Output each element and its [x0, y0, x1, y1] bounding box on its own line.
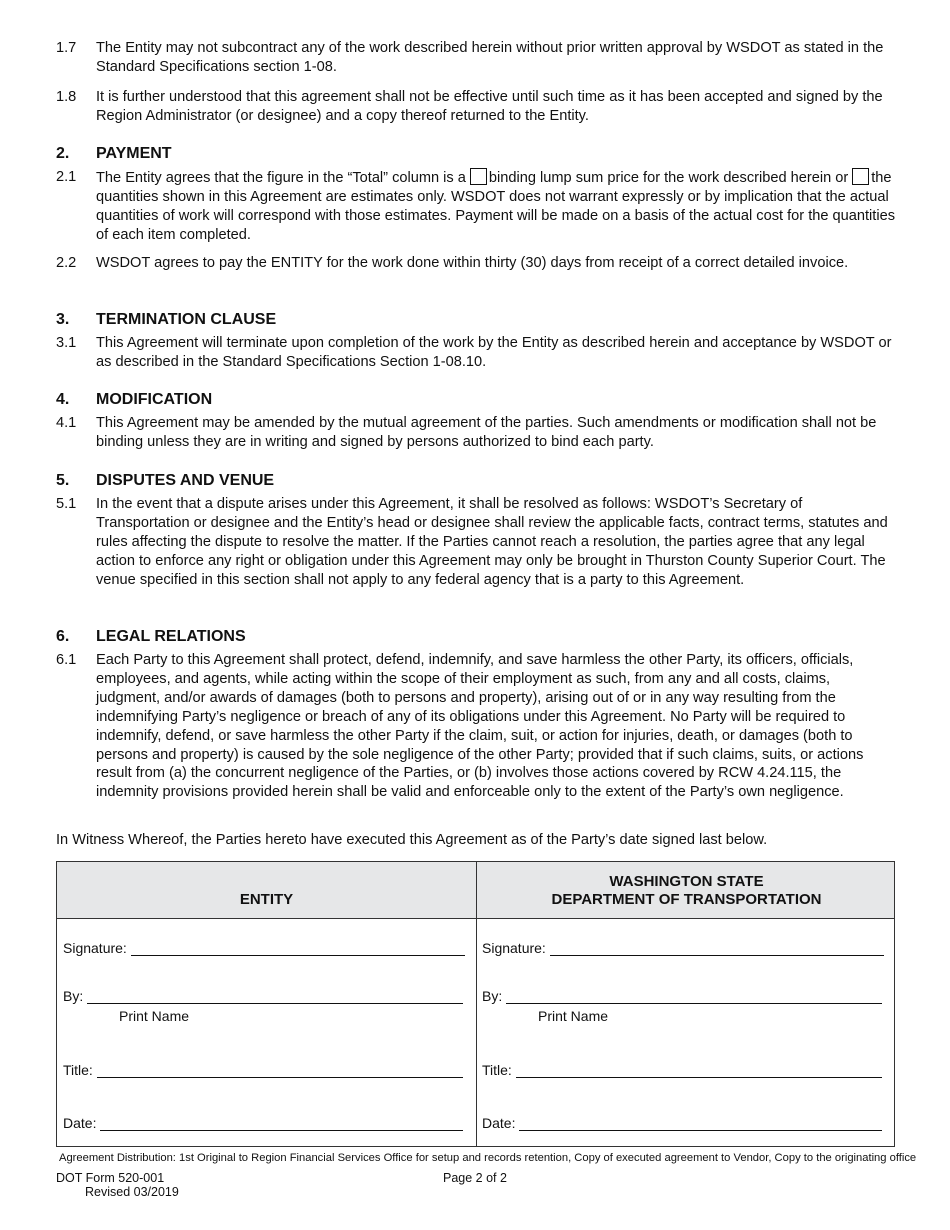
heading-number: 5. [56, 472, 70, 489]
section-number: 1.8 [56, 89, 77, 105]
section-number: 1.7 [56, 40, 77, 56]
section-6-1 [56, 651, 896, 802]
payment-text-c: the quantities shown in this Agreement are estimates only. WSDOT does not warrant expressly or by implication that the actual quantities of work will correspond with those estimates. Payment will be made on a basis of the actual cost for the quantities of each item completed. [96, 170, 896, 243]
section-text: In the event that a dispute arises under this Agreement, it shall be resolved as follows: WSDOT’s Secretary of Transportation or designee and the Entity’s head or designee shall review the applicable facts, contract terms, statutes and rules affecting the dispute to resolve the matter. If the Parties cannot reach a resolution, the parties agree that any legal action to enforce any right or obligation under this Agreement may only be brought in Thurston County Superior Court. The venue specified in this section shall not apply to any federal agency that is a party to this Agreement. [96, 496, 888, 588]
wsdot-print-name-label: Print Name [538, 1008, 609, 1024]
section-number: 4.1 [56, 415, 77, 431]
title-label: Title: [482, 1062, 512, 1078]
by-line [87, 991, 463, 1004]
wsdot-title-field[interactable] [482, 1062, 882, 1078]
signature-label: Signature: [63, 940, 127, 956]
wsdot-header-line1: WASHINGTON STATE [609, 873, 764, 890]
entity-print-name-label: Print Name [119, 1008, 190, 1024]
title-line [97, 1065, 463, 1078]
section-text: This Agreement may be amended by the mutual agreement of the parties. Such amendments or modification shall not be binding unless they are in writing and signed by persons authorized to bind each party. [96, 415, 877, 450]
section-text [96, 168, 896, 245]
section-1-8 [56, 88, 896, 126]
entity-column-header [57, 862, 476, 918]
heading-legal-relations [56, 627, 246, 647]
section-number: 2.2 [56, 255, 77, 271]
signature-line [131, 943, 465, 956]
entity-by-field[interactable] [63, 988, 463, 1004]
section-number: 2.1 [56, 169, 77, 185]
section-text: Each Party to this Agreement shall protect, defend, indemnify, and save harmless the other Party, its officers, officials, employees, and agents, while acting within the scope of their employment as such, from any and all costs, claims, judgment, and/or awards of damages (both to persons and property), arising out of or in any way resulting from the indemnifying Party’s negligence or breach of any of its obligations under this Agreement. No Party will be required to indemnify, defend, or save harmless the other Party if the claim, suit, or action for injuries, death, or damages (both to persons and property) is caused by the sole negligence of the other Party; provided that if such claims, suits, or actions result from (a) the concurrent negligence of the Parties, or (b) involves those actions covered by RCW 4.24.115, the indemnity provisions provided herein shall be valid and enforceable only to the extent of the Party’s own negligence. [96, 652, 864, 801]
section-2-2 [56, 254, 896, 273]
date-line [100, 1118, 463, 1131]
signature-label: Signature: [482, 940, 546, 956]
wsdot-by-field[interactable] [482, 988, 882, 1004]
heading-title: PAYMENT [96, 145, 172, 162]
section-number: 5.1 [56, 496, 77, 512]
date-label: Date: [482, 1115, 516, 1131]
page-number: Page 2 of 2 [443, 1171, 507, 1185]
section-text: It is further understood that this agreement shall not be effective until such time as it has been accepted and signed by the Region Administrator (or designee) and a copy thereof returned to the Entity. [96, 89, 883, 124]
wsdot-header-line2: DEPARTMENT OF TRANSPORTATION [551, 891, 822, 908]
heading-title: LEGAL RELATIONS [96, 628, 246, 645]
lump-sum-checkbox[interactable] [470, 168, 487, 185]
heading-number: 6. [56, 628, 70, 645]
heading-payment [56, 144, 172, 164]
heading-title: MODIFICATION [96, 391, 213, 408]
entity-header-label: ENTITY [239, 891, 294, 908]
entity-signature-field[interactable] [63, 940, 465, 956]
section-5-1 [56, 495, 896, 590]
section-number: 3.1 [56, 335, 77, 351]
witness-statement: In Witness Whereof, the Parties hereto have executed this Agreement as of the Party’s date signed last below. [56, 832, 768, 848]
title-line [516, 1065, 882, 1078]
signature-line [550, 943, 884, 956]
section-text: This Agreement will terminate upon completion of the work by the Entity as described herein and acceptance by WSDOT or as described in the Standard Specifications Section 1-08.10. [96, 335, 892, 370]
heading-number: 2. [56, 145, 70, 162]
section-1-7 [56, 39, 896, 77]
payment-text-b: binding lump sum price for the work described herein or [488, 170, 849, 186]
heading-disputes-and-venue [56, 471, 274, 491]
section-3-1 [56, 334, 896, 372]
distribution-note: Agreement Distribution: 1st Original to Region Financial Services Office for setup and records retention, Copy of executed agreement to Vendor, Copy to the originating office [59, 1152, 917, 1164]
heading-title: DISPUTES AND VENUE [96, 472, 275, 489]
heading-modification [56, 390, 212, 410]
date-line [519, 1118, 882, 1131]
section-4-1 [56, 414, 896, 452]
by-label: By: [482, 988, 503, 1004]
entity-date-field[interactable] [63, 1115, 463, 1131]
heading-number: 4. [56, 391, 70, 408]
payment-text-a: The Entity agrees that the figure in the “Total” column is a [96, 170, 466, 186]
title-label: Title: [63, 1062, 93, 1078]
signature-table [56, 861, 895, 1147]
heading-number: 3. [56, 311, 70, 328]
section-text: WSDOT agrees to pay the ENTITY for the work done within thirty (30) days from receipt of a correct detailed invoice. [96, 255, 849, 271]
wsdot-signature-field[interactable] [482, 940, 884, 956]
entity-title-field[interactable] [63, 1062, 463, 1078]
section-text: The Entity may not subcontract any of the work described herein without prior written approval by WSDOT as stated in the Standard Specifications section 1-08. [96, 40, 884, 75]
wsdot-column-header [477, 862, 896, 918]
estimates-checkbox[interactable] [852, 168, 869, 185]
form-number: DOT Form 520-001 [56, 1171, 165, 1185]
date-label: Date: [63, 1115, 97, 1131]
by-label: By: [63, 988, 84, 1004]
heading-termination-clause [56, 310, 276, 330]
by-line [506, 991, 882, 1004]
section-2-1 [56, 168, 896, 245]
wsdot-date-field[interactable] [482, 1115, 882, 1131]
revision-date: Revised 03/2019 [85, 1185, 179, 1199]
section-number: 6.1 [56, 652, 77, 668]
heading-title: TERMINATION CLAUSE [96, 311, 277, 328]
